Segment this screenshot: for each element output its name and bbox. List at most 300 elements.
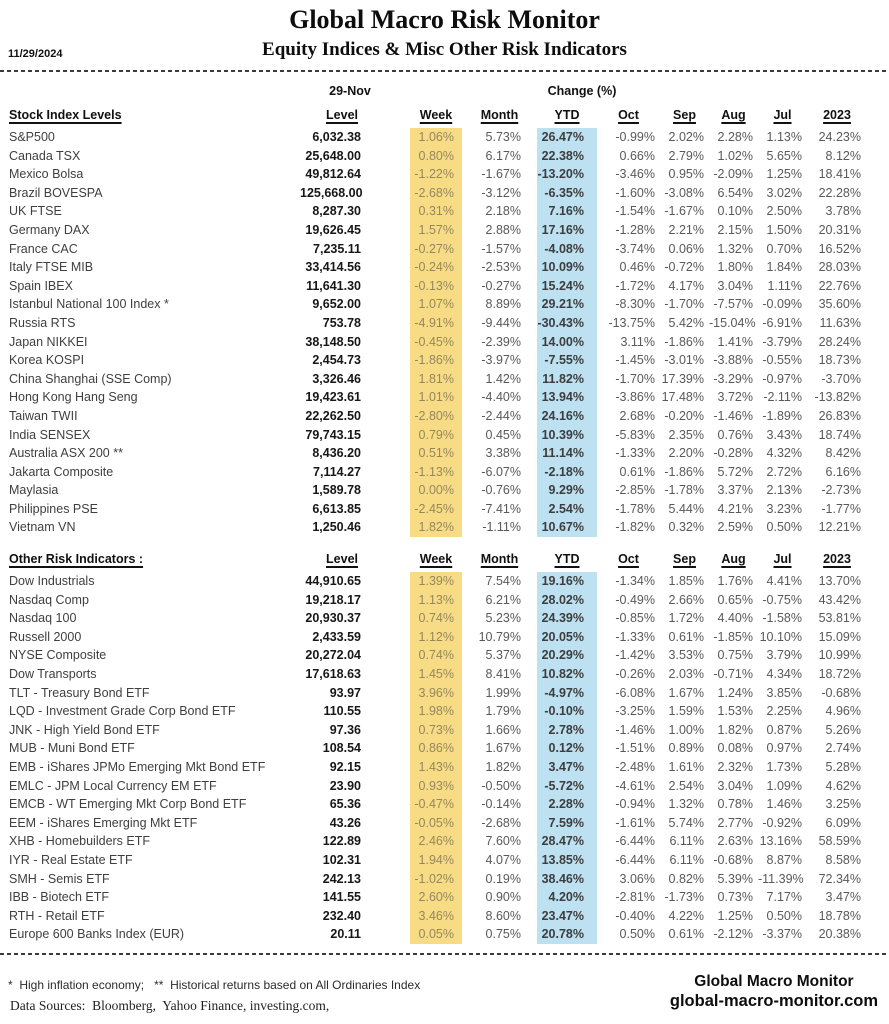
cell-level: 8,287.30	[312, 204, 361, 219]
cell-spacer	[368, 851, 410, 870]
footnote-text: * High inflation economy; ** Historical returns based on All Ordinaries Index	[8, 977, 421, 992]
cell-month: -0.50%	[481, 778, 521, 793]
cell-week: 0.73%	[410, 721, 462, 740]
cell-y2023: 18.41%	[818, 167, 861, 182]
cell-name: Germany DAX	[9, 222, 90, 237]
cell-sep: 17.48%	[661, 390, 704, 405]
cell-sep: -0.20%	[664, 408, 704, 423]
cell-y2023: 22.28%	[818, 185, 861, 200]
cell-y2023: 10.99%	[818, 648, 861, 663]
cell-name: India SENSEX	[9, 427, 91, 442]
table-row	[8, 777, 867, 796]
column-spacer	[368, 546, 410, 572]
cell-week: -0.24%	[410, 258, 462, 277]
cell-jul: 0.87%	[766, 722, 802, 737]
cell-level: 753.78	[322, 315, 361, 330]
cell-name: RTH - Retail ETF	[9, 908, 105, 923]
cell-level: 22,262.50	[305, 408, 361, 423]
cell-spacer	[368, 333, 410, 352]
cell-oct: -2.48%	[615, 760, 655, 774]
cell-oct: -6.44%	[615, 852, 655, 867]
cell-name: Russia RTS	[9, 315, 76, 330]
cell-oct: -3.46%	[615, 167, 655, 182]
cell-ytd: 19.16%	[537, 572, 597, 591]
table-row	[8, 609, 867, 628]
cell-level: 79,743.15	[305, 427, 361, 442]
cell-aug: 2.28%	[717, 130, 753, 144]
cell-ytd: -6.35%	[537, 184, 597, 203]
cell-aug: 1.25%	[717, 908, 753, 923]
cell-ytd: -0.10%	[537, 702, 597, 721]
cell-oct: 0.66%	[619, 148, 655, 163]
cell-jul: 1.84%	[766, 260, 802, 275]
cell-spacer	[368, 147, 410, 166]
cell-sep: 2.79%	[668, 148, 704, 163]
cell-name: China Shanghai (SSE Comp)	[9, 371, 172, 386]
cell-aug: -1.85%	[713, 629, 753, 644]
cell-sep: 0.06%	[668, 241, 704, 256]
table-row	[8, 314, 867, 333]
cell-level: 110.55	[323, 704, 361, 719]
cell-y2023: 13.70%	[818, 574, 861, 589]
cell-week: 0.79%	[410, 426, 462, 445]
cell-name: UK FTSE	[9, 204, 62, 219]
table-row	[8, 202, 867, 221]
table-row	[8, 481, 867, 500]
cell-month: 1.67%	[485, 741, 521, 756]
cell-level: 65.36	[329, 797, 361, 812]
section-header-other-risk-indicators: Other Risk Indicators :	[9, 552, 144, 567]
cell-name: Hong Kong Hang Seng	[9, 390, 138, 405]
cell-y2023: 5.28%	[825, 760, 861, 774]
stock-index-table	[8, 102, 867, 537]
cell-y2023: 2.74%	[825, 741, 861, 756]
cell-jul: 1.13%	[766, 130, 802, 144]
cell-jul: 0.50%	[766, 520, 802, 535]
cell-sep: 6.11%	[669, 834, 704, 849]
cell-week: 0.31%	[410, 202, 462, 221]
cell-week: 0.74%	[410, 646, 462, 665]
table-row	[8, 444, 867, 463]
page-title: Global Macro Risk Monitor	[289, 5, 600, 34]
cell-ytd: 7.16%	[537, 202, 597, 221]
cell-name: Taiwan TWII	[9, 408, 78, 423]
column-header-ytd: YTD	[554, 108, 580, 122]
table-row	[8, 758, 867, 777]
cell-spacer	[368, 609, 410, 628]
cell-spacer	[368, 277, 410, 296]
cell-week: -0.13%	[410, 277, 462, 296]
cell-aug: 0.73%	[717, 890, 753, 905]
cell-spacer	[368, 758, 410, 777]
cell-aug: -0.68%	[713, 852, 753, 867]
cell-aug: 4.40%	[717, 611, 753, 626]
cell-y2023: 15.09%	[818, 629, 861, 644]
cell-jul: 2.13%	[766, 483, 802, 498]
cell-ytd: 2.78%	[537, 721, 597, 740]
cell-name: Philippines PSE	[9, 501, 98, 516]
cell-oct: -6.08%	[615, 685, 655, 700]
cell-spacer	[368, 888, 410, 907]
cell-oct: -0.40%	[615, 908, 655, 923]
cell-oct: -6.44%	[615, 834, 655, 849]
cell-ytd: 13.94%	[537, 388, 597, 407]
table-row	[8, 851, 867, 870]
cell-month: 7.60%	[485, 834, 521, 849]
cell-name: Jakarta Composite	[9, 464, 114, 479]
cell-jul: 3.02%	[766, 185, 802, 200]
table-row	[8, 333, 867, 352]
cell-jul: 0.70%	[766, 241, 802, 256]
table-row	[8, 221, 867, 240]
subheader-row	[0, 84, 889, 102]
cell-week: 1.07%	[410, 295, 462, 314]
top-divider	[0, 70, 889, 72]
cell-ytd: -13.20%	[537, 165, 597, 184]
cell-sep: -0.72%	[664, 260, 704, 275]
cell-ytd: 29.21%	[537, 295, 597, 314]
cell-month: -0.76%	[481, 483, 521, 498]
cell-aug: 6.54%	[717, 185, 753, 200]
cell-level: 20.11	[330, 927, 361, 942]
cell-ytd: 13.85%	[537, 851, 597, 870]
cell-level: 6,032.38	[312, 130, 361, 144]
cell-ytd: 4.20%	[537, 888, 597, 907]
cell-name: NYSE Composite	[9, 648, 107, 663]
cell-spacer	[368, 925, 410, 944]
cell-sep: 4.17%	[668, 278, 704, 293]
cell-jul: 1.11%	[767, 278, 802, 293]
cell-month: 8.41%	[485, 667, 521, 682]
cell-y2023: 8.12%	[825, 148, 861, 163]
cell-spacer	[368, 258, 410, 277]
cell-week: -1.02%	[410, 870, 462, 889]
cell-aug: 1.32%	[717, 241, 753, 256]
cell-ytd: 20.05%	[537, 628, 597, 647]
cell-level: 44,910.65	[305, 574, 361, 589]
cell-spacer	[368, 463, 410, 482]
cell-week: 0.80%	[410, 147, 462, 166]
other-risk-indicators-table	[8, 546, 867, 944]
cell-jul: 7.17%	[766, 890, 802, 905]
cell-level: 19,423.61	[305, 390, 361, 405]
cell-sep: -1.73%	[664, 890, 704, 905]
cell-ytd: 24.39%	[537, 609, 597, 628]
cell-month: -7.41%	[481, 501, 521, 516]
column-header-2023: 2023	[823, 108, 851, 122]
cell-y2023: 24.23%	[818, 130, 861, 144]
cell-ytd: -30.43%	[537, 314, 597, 333]
cell-week: 1.43%	[410, 758, 462, 777]
cell-aug: -0.71%	[713, 667, 753, 682]
cell-spacer	[368, 832, 410, 851]
section-header-stock-index-levels: Stock Index Levels	[9, 108, 122, 122]
cell-month: 5.73%	[485, 130, 521, 144]
cell-ytd: -7.55%	[537, 351, 597, 370]
table-row	[8, 295, 867, 314]
table-row	[8, 165, 867, 184]
cell-level: 141.55	[322, 890, 361, 905]
cell-ytd: 28.02%	[537, 591, 597, 610]
cell-y2023: 16.52%	[818, 241, 861, 256]
cell-ytd: -4.97%	[537, 684, 597, 703]
cell-spacer	[368, 165, 410, 184]
table-row	[8, 370, 867, 389]
cell-jul: -6.91%	[762, 315, 802, 330]
cell-level: 1,250.46	[312, 520, 361, 535]
cell-name: Dow Transports	[9, 667, 97, 682]
cell-name: Nasdaq Comp	[9, 592, 89, 607]
cell-ytd: 28.47%	[537, 832, 597, 851]
cell-ytd: 14.00%	[537, 333, 597, 352]
cell-y2023: 4.62%	[825, 778, 861, 793]
cell-spacer	[368, 351, 410, 370]
cell-jul: -1.58%	[762, 611, 802, 626]
cell-spacer	[368, 591, 410, 610]
table-row	[8, 702, 867, 721]
cell-oct: -1.82%	[615, 520, 655, 535]
cell-y2023: 8.42%	[825, 446, 861, 461]
cell-jul: 5.65%	[766, 148, 802, 163]
cell-week: -0.45%	[410, 333, 462, 352]
cell-sep: 1.72%	[668, 611, 704, 626]
cell-month: -0.14%	[481, 797, 521, 812]
cell-week: 1.98%	[410, 702, 462, 721]
cell-jul: 4.34%	[766, 667, 802, 682]
column-header-week: Week	[419, 552, 453, 567]
cell-week: 0.51%	[410, 444, 462, 463]
cell-name: EMLC - JPM Local Currency EM ETF	[9, 778, 217, 793]
cell-oct: -4.61%	[615, 778, 655, 793]
table-row	[8, 407, 867, 426]
cell-oct: -1.51%	[615, 741, 655, 756]
cell-y2023: 18.73%	[818, 353, 861, 368]
cell-spacer	[368, 870, 410, 889]
cell-level: 8,436.20	[312, 446, 361, 461]
table-row	[8, 665, 867, 684]
cell-ytd: 11.14%	[537, 444, 597, 463]
column-header-oct: Oct	[618, 552, 639, 567]
column-header-oct: Oct	[618, 108, 639, 122]
cell-month: 5.23%	[485, 611, 521, 626]
cell-level: 20,272.04	[305, 648, 361, 663]
cell-jul: 1.50%	[766, 222, 802, 237]
cell-spacer	[368, 739, 410, 758]
cell-month: 7.54%	[485, 574, 521, 589]
cell-aug: 2.77%	[717, 815, 753, 830]
cell-oct: -1.28%	[615, 222, 655, 237]
cell-week: -1.13%	[410, 463, 462, 482]
column-header-aug: Aug	[721, 108, 746, 122]
table-header-row	[8, 546, 867, 572]
cell-oct: -1.61%	[615, 815, 655, 830]
cell-spacer	[368, 240, 410, 259]
cell-jul: -11.39%	[758, 871, 804, 886]
cell-week: -1.86%	[410, 351, 462, 370]
cell-level: 43.26	[329, 815, 361, 830]
cell-week: 3.96%	[410, 684, 462, 703]
cell-oct: -0.99%	[615, 130, 655, 144]
cell-aug: 0.65%	[717, 592, 753, 607]
table-row	[8, 739, 867, 758]
column-header-sep: Sep	[673, 108, 696, 122]
cell-ytd: 22.38%	[537, 147, 597, 166]
cell-spacer	[368, 128, 410, 147]
cell-name: Russell 2000	[9, 629, 82, 644]
cell-y2023: -1.77%	[821, 501, 861, 516]
cell-spacer	[368, 665, 410, 684]
cell-ytd: 26.47%	[537, 128, 597, 147]
cell-jul: -0.55%	[762, 353, 802, 368]
cell-month: 1.82%	[485, 760, 521, 774]
cell-sep: -3.01%	[664, 353, 704, 368]
cell-week: -0.47%	[410, 795, 462, 814]
cell-y2023: 8.58%	[825, 852, 861, 867]
cell-spacer	[368, 184, 410, 203]
cell-jul: 3.23%	[766, 501, 802, 516]
table-row	[8, 832, 867, 851]
cell-name: Italy FTSE MIB	[9, 260, 94, 275]
cell-oct: -3.74%	[615, 241, 655, 256]
cell-spacer	[368, 221, 410, 240]
cell-month: 10.79%	[478, 629, 521, 644]
cell-jul: 1.46%	[766, 797, 802, 812]
cell-spacer	[368, 628, 410, 647]
cell-name: EMCB - WT Emerging Mkt Corp Bond ETF	[9, 797, 247, 812]
cell-name: Japan NIKKEI	[9, 334, 88, 349]
table-row	[8, 814, 867, 833]
table-row	[8, 721, 867, 740]
cell-sep: 2.21%	[668, 222, 704, 237]
cell-ytd: -5.72%	[537, 777, 597, 796]
cell-oct: -1.33%	[615, 446, 655, 461]
cell-ytd: 2.28%	[537, 795, 597, 814]
cell-name: IYR - Real Estate ETF	[9, 852, 133, 867]
asof-date-label: 29-Nov	[329, 84, 371, 98]
cell-level: 7,114.27	[313, 464, 361, 479]
cell-aug: 0.10%	[717, 204, 753, 219]
cell-spacer	[368, 684, 410, 703]
cell-level: 242.13	[322, 871, 361, 886]
cell-sep: -1.67%	[664, 204, 704, 219]
table-row	[8, 925, 867, 944]
cell-jul: 0.97%	[766, 741, 802, 756]
cell-name: Korea KOSPI	[9, 353, 85, 368]
cell-month: -2.53%	[481, 260, 521, 275]
cell-sep: 5.74%	[668, 815, 704, 830]
cell-name: Nasdaq 100	[9, 611, 77, 626]
cell-spacer	[368, 314, 410, 333]
cell-y2023: 11.63%	[819, 315, 861, 330]
cell-name: EMB - iShares JPMo Emerging Mkt Bond ETF	[9, 760, 266, 774]
cell-name: JNK - High Yield Bond ETF	[9, 722, 160, 737]
cell-aug: 2.59%	[717, 520, 753, 535]
cell-sep: 6.11%	[669, 852, 704, 867]
cell-level: 232.40	[322, 908, 361, 923]
cell-aug: 0.75%	[717, 648, 753, 663]
cell-month: -1.57%	[481, 241, 521, 256]
cell-spacer	[368, 500, 410, 519]
cell-oct: -1.72%	[615, 278, 655, 293]
cell-week: -2.68%	[410, 184, 462, 203]
cell-spacer	[368, 426, 410, 445]
cell-jul: 8.87%	[766, 852, 802, 867]
cell-week: 1.06%	[410, 128, 462, 147]
cell-month: -1.67%	[481, 167, 521, 182]
cell-week: 1.01%	[410, 388, 462, 407]
cell-aug: 1.24%	[717, 685, 753, 700]
cell-level: 125,668.00	[300, 185, 363, 200]
cell-aug: -3.29%	[713, 371, 753, 386]
cell-sep: -1.86%	[664, 464, 704, 479]
cell-aug: 1.82%	[717, 722, 753, 737]
cell-ytd: 24.16%	[537, 407, 597, 426]
cell-name: Europe 600 Banks Index (EUR)	[9, 927, 185, 942]
cell-level: 1,589.78	[312, 483, 361, 498]
cell-week: 1.39%	[410, 572, 462, 591]
cell-month: -2.44%	[481, 408, 521, 423]
column-header-level: Level	[326, 552, 358, 567]
cell-sep: 17.39%	[661, 371, 704, 386]
cell-y2023: -0.68%	[821, 685, 861, 700]
cell-week: -2.45%	[410, 500, 462, 519]
cell-aug: 2.63%	[717, 834, 753, 849]
cell-aug: 4.21%	[717, 501, 753, 516]
cell-level: 17,618.63	[305, 667, 361, 682]
cell-sep: -1.70%	[664, 297, 704, 312]
cell-aug: -0.28%	[713, 446, 753, 461]
cell-name: Brazil BOVESPA	[9, 185, 103, 200]
cell-week: -0.05%	[410, 814, 462, 833]
cell-oct: -0.85%	[615, 611, 655, 626]
cell-aug: 1.76%	[717, 574, 753, 589]
cell-oct: 0.50%	[619, 927, 655, 942]
cell-oct: -1.78%	[615, 501, 655, 516]
cell-name: Maylasia	[9, 483, 59, 498]
cell-name: XHB - Homebuilders ETF	[9, 834, 151, 849]
cell-y2023: 6.16%	[825, 464, 861, 479]
cell-oct: -2.85%	[615, 483, 655, 498]
column-header-jul: Jul	[773, 552, 792, 567]
cell-oct: -1.54%	[615, 204, 655, 219]
cell-spacer	[368, 721, 410, 740]
cell-sep: 0.89%	[668, 741, 704, 756]
table-row	[8, 463, 867, 482]
cell-week: 0.00%	[410, 481, 462, 500]
cell-spacer	[368, 202, 410, 221]
report-date: 11/29/2024	[8, 48, 63, 60]
cell-y2023: 53.81%	[818, 611, 861, 626]
cell-name: MUB - Muni Bond ETF	[9, 741, 135, 756]
cell-jul: 1.09%	[766, 778, 802, 793]
cell-jul: 2.50%	[766, 204, 802, 219]
cell-aug: 5.39%	[717, 871, 753, 886]
cell-sep: -1.78%	[664, 483, 704, 498]
column-header-month: Month	[480, 552, 519, 567]
cell-jul: -0.97%	[762, 371, 802, 386]
cell-level: 33,414.56	[305, 260, 361, 275]
cell-sep: 1.85%	[668, 574, 704, 589]
cell-month: 0.75%	[485, 927, 521, 942]
cell-sep: -3.08%	[664, 185, 704, 200]
cell-ytd: 0.12%	[537, 739, 597, 758]
cell-ytd: 10.67%	[537, 518, 597, 537]
cell-week: 1.45%	[410, 665, 462, 684]
cell-level: 122.89	[322, 834, 361, 849]
cell-name: TLT - Treasury Bond ETF	[9, 685, 150, 700]
cell-week: 1.13%	[410, 591, 462, 610]
cell-sep: 2.20%	[668, 446, 704, 461]
